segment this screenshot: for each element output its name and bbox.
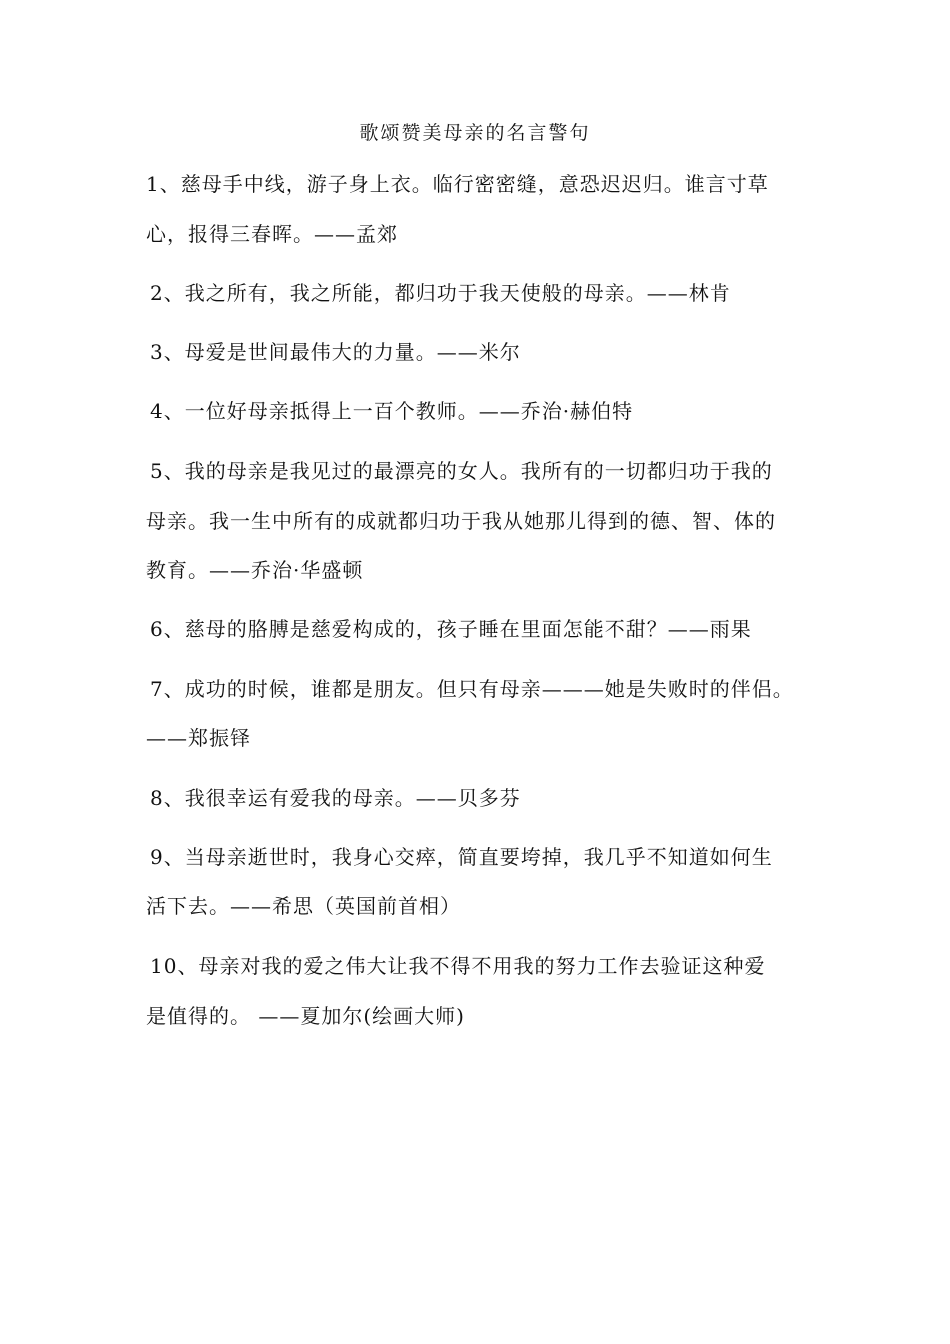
quote-7-line-1: 7、成功的时候，谁都是朋友。但只有母亲———她是失败时的伴侣。 [150,677,794,701]
quote-4: 4、一位好母亲抵得上一百个教师。——乔治·赫伯特 [150,399,634,423]
quote-1-line-2: 心，报得三春晖。——孟郊 [146,222,398,246]
quote-3: 3、母爱是世间最伟大的力量。——米尔 [150,340,521,364]
quote-10-line-2: 是值得的。 ——夏加尔(绘画大师) [146,1004,465,1028]
quote-5-line-2: 母亲。我一生中所有的成就都归功于我从她那儿得到的德、智、体的 [146,509,776,533]
quote-1-line-1: 1、慈母手中线，游子身上衣。临行密密缝，意恐迟迟归。谁言寸草 [146,172,769,196]
quote-9-line-1: 9、当母亲逝世时，我身心交瘁，简直要垮掉，我几乎不知道如何生 [150,845,773,869]
quote-9-line-2: 活下去。——希思（英国前首相） [146,894,461,918]
quote-2: 2、我之所有，我之所能，都归功于我天使般的母亲。——林肯 [150,281,731,305]
quote-6: 6、慈母的胳膊是慈爱构成的，孩子睡在里面怎能不甜？——雨果 [150,617,752,641]
quote-5-line-3: 教育。——乔治·华盛顿 [146,558,364,582]
quote-7-line-2: ——郑振铎 [146,726,251,750]
quote-8: 8、我很幸运有爱我的母亲。——贝多芬 [150,786,521,810]
quote-10-line-1: 10、母亲对我的爱之伟大让我不得不用我的努力工作去验证这种爱 [150,954,766,978]
document-title: 歌颂赞美母亲的名言警句 [359,122,591,144]
quote-5-line-1: 5、我的母亲是我见过的最漂亮的女人。我所有的一切都归功于我的 [150,459,773,483]
